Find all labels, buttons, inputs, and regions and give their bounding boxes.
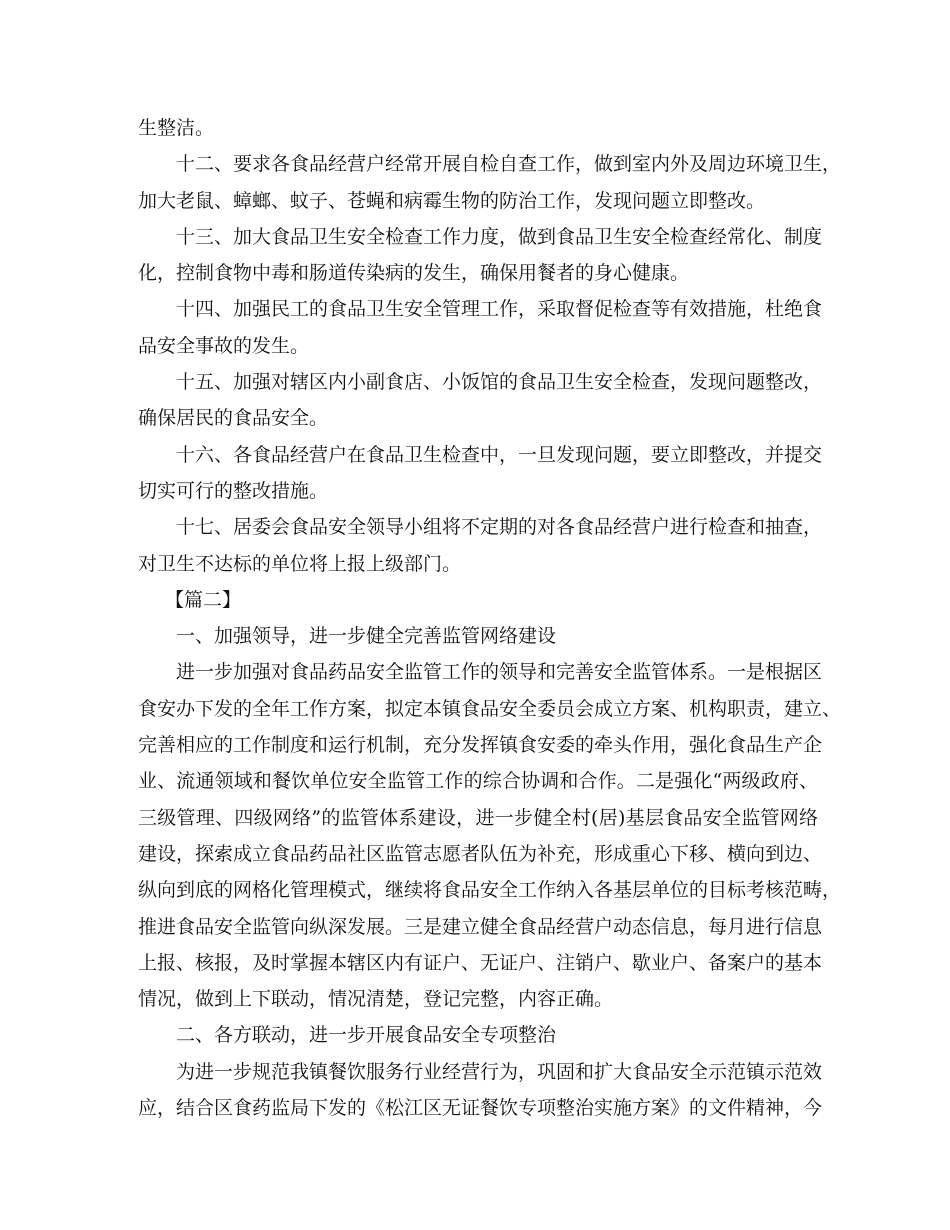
text-line: 十二、要求各食品经营户经常开展自检自查工作，做到室内外及周边环境卫生， bbox=[176, 153, 842, 176]
text-line: 食安办下发的全年工作方案，拟定本镇食品安全委员会成立方案、机构职责，建立、 bbox=[138, 697, 842, 720]
text-line: 十七、居委会食品安全领导小组将不定期的对各食品经营户进行检查和抽查， bbox=[176, 516, 823, 539]
text-line: 十四、加强民工的食品卫生安全管理工作，采取督促检查等有效措施，杜绝食 bbox=[176, 298, 823, 321]
text-line: 确保居民的食品安全。 bbox=[138, 407, 329, 430]
text-line: 十三、加大食品卫生安全检查工作力度，做到食品卫生安全检查经常化、制度 bbox=[176, 225, 823, 248]
subsection-heading: 二、各方联动，进一步开展食品安全专项整治 bbox=[176, 1024, 557, 1047]
text-line: 应，结合区食药监局下发的《松江区无证餐饮专项整治实施方案》的文件精神，今 bbox=[138, 1097, 823, 1120]
text-line: 推进食品安全监管向纵深发展。三是建立健全食品经营户动态信息，每月进行信息 bbox=[138, 915, 823, 938]
subsection-heading: 一、加强领导，进一步健全完善监管网络建设 bbox=[176, 625, 557, 648]
text-line: 十六、各食品经营户在食品卫生检查中，一旦发现问题，要立即整改，并提交 bbox=[176, 443, 823, 466]
text-line: 上报、核报，及时掌握本辖区内有证户、无证户、注销户、歇业户、备案户的基本 bbox=[138, 951, 823, 974]
section-heading: 【篇二】 bbox=[165, 588, 242, 611]
document-body bbox=[138, 110, 842, 1126]
text-line: 切实可行的整改措施。 bbox=[138, 479, 329, 502]
text-line: 对卫生不达标的单位将上报上级部门。 bbox=[138, 552, 462, 575]
text-line: 品安全事故的发生。 bbox=[138, 334, 310, 357]
text-line: 完善相应的工作制度和运行机制，充分发挥镇食安委的牵头作用，强化食品生产企 bbox=[138, 734, 823, 757]
text-line: 十五、加强对辖区内小副食店、小饭馆的食品卫生安全检查，发现问题整改， bbox=[176, 371, 823, 394]
text-line: 纵向到底的网格化管理模式，继续将食品安全工作纳入各基层单位的目标考核范畴， bbox=[138, 879, 842, 902]
text-line: 进一步加强对食品药品安全监管工作的领导和完善安全监管体系。一是根据区 bbox=[176, 661, 823, 684]
text-line: 加大老鼠、蟑螂、蚊子、苍蝇和病霉生物的防治工作，发现问题立即整改。 bbox=[138, 189, 766, 212]
text-line: 生整洁。 bbox=[138, 117, 215, 139]
text-line: 建设，探索成立食品药品社区监管志愿者队伍为补充，形成重心下移、横向到边、 bbox=[138, 842, 823, 865]
text-line: 为进一步规范我镇餐饮服务行业经营行为，巩固和扩大食品安全示范镇示范效 bbox=[176, 1060, 823, 1083]
text-line: 业、流通领域和餐饮单位安全监管工作的综合协调和合作。二是强化“两级政府、 bbox=[138, 770, 818, 793]
text-line: 情况，做到上下联动，情况清楚，登记完整，内容正确。 bbox=[138, 988, 614, 1011]
text-line: 三级管理、四级网络”的监管体系建设，进一步健全村(居)基层食品安全监管网络 bbox=[138, 806, 818, 829]
text-line: 化，控制食物中毒和肠道传染病的发生，确保用餐者的身心健康。 bbox=[138, 262, 690, 285]
